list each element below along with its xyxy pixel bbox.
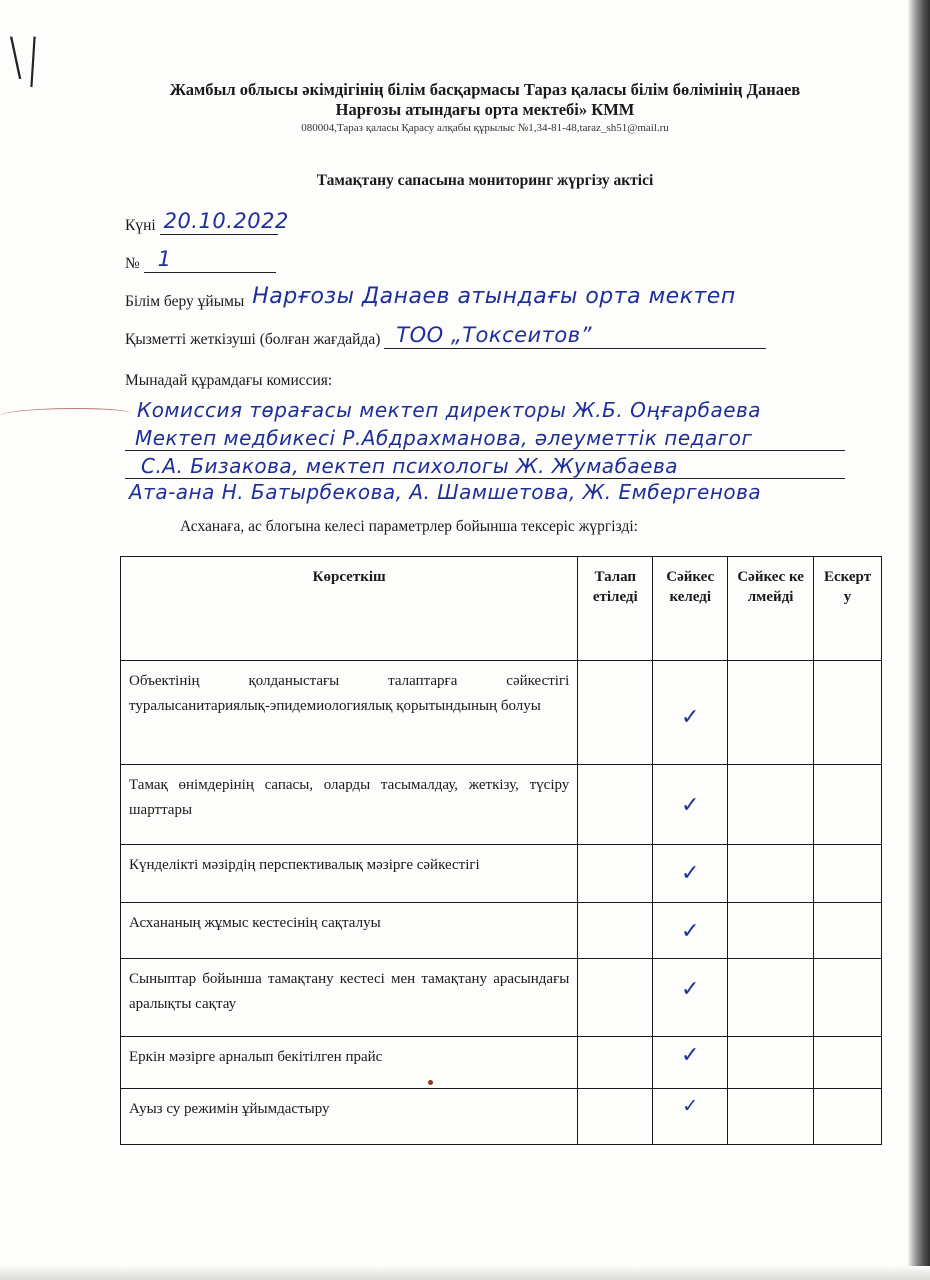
table-row (121, 845, 882, 903)
inspection-intro: Асханаға, ас блогына келесі параметрлер бойынша тексеріс жүргізді: (180, 518, 638, 535)
header-line-1: Жамбыл облысы әкімдігінің білім басқармасы Тараз қаласы білім бөлімінің Данаев (169, 80, 801, 99)
note-cell (814, 1089, 882, 1145)
commission-label: Мынадай құрамдағы комиссия: (125, 372, 333, 389)
institution-header (95, 80, 875, 120)
number-field (125, 248, 276, 273)
commission-line-3 (125, 456, 845, 479)
inspection-table (120, 556, 882, 1145)
noncompliant-cell (728, 959, 814, 1037)
provider-value: ТОО „Токсеитов” (396, 323, 593, 347)
indicator-cell: Еркін мәзірге арналып бекітілген прайс (121, 1037, 578, 1089)
table-row (121, 1089, 882, 1145)
table-header-row (121, 557, 882, 661)
number-value: 1 (157, 247, 172, 271)
indicator-cell: Сыныптар бойынша тамақтану кестесі мен тамақтану арасындағы аралықты сақтау (121, 959, 578, 1037)
table-row (121, 765, 882, 845)
commission-text-4: Ата-ана Н. Батырбекова, А. Шамшетова, Ж. Ембергенова (129, 480, 762, 504)
organization-field (125, 286, 808, 311)
required-cell (578, 765, 653, 845)
date-field (125, 209, 289, 235)
date-underline (160, 209, 289, 235)
compliant-cell (653, 1089, 728, 1145)
noncompliant-cell (728, 1037, 814, 1089)
page-edge-shadow (908, 0, 930, 1280)
note-cell (814, 903, 882, 959)
note-cell (814, 765, 882, 845)
indicator-cell: Объектінің қолданыстағы талаптарға сәйкестігі туралысанитариялық-эпидемиологиялық қорытындының болуы (121, 661, 578, 765)
provider-underline (384, 324, 766, 349)
indicator-cell: Асхананың жұмыс кестесінің сақталуы (121, 903, 578, 959)
required-cell (578, 1089, 653, 1145)
number-label: № (125, 255, 140, 272)
compliant-cell (653, 1037, 728, 1089)
indicator-cell: Ауыз су режимін ұйымдастыру (121, 1089, 578, 1145)
organization-value: Нарғозы Данаев атындағы орта мектеп (252, 284, 736, 309)
commission-text-2: Мектеп медбикесі Р.Абдрахманова, әлеуметтік педагог (135, 426, 753, 450)
check-mark: ✓ (681, 977, 700, 1002)
organization-label: Білім беру ұйымы (125, 293, 245, 310)
note-cell (814, 1037, 882, 1089)
document-title: Тамақтану сапасына мониторинг жүргізу актісі (316, 172, 654, 189)
compliant-cell (653, 845, 728, 903)
header-compliant: Сәйкес келеді (653, 557, 728, 661)
noncompliant-cell (728, 661, 814, 765)
required-cell (578, 845, 653, 903)
compliant-cell (653, 903, 728, 959)
handwritten-corner-mark: \| (6, 26, 45, 88)
table-row (121, 661, 882, 765)
required-cell (578, 959, 653, 1037)
noncompliant-cell (728, 903, 814, 959)
number-underline (144, 248, 276, 273)
date-label: Күні (125, 217, 156, 234)
note-cell (814, 661, 882, 765)
check-mark: ✓ (681, 793, 700, 818)
note-cell (814, 845, 882, 903)
required-cell (578, 661, 653, 765)
provider-label: Қызметті жеткізуші (болған жағдайда) (125, 331, 381, 348)
commission-text-3: С.А. Бизакова, мектеп психологы Ж. Жумабаева (141, 454, 678, 478)
date-value: 20.10.2022 (163, 209, 289, 233)
header-indicator: Көрсеткіш (121, 557, 578, 661)
required-cell (578, 1037, 653, 1089)
noncompliant-cell (728, 765, 814, 845)
compliant-cell (653, 661, 728, 765)
header-line-2: Нарғозы атындағы орта мектебі» КММ (335, 100, 635, 119)
header-required: Талап етіледі (578, 557, 653, 661)
header-note: Ескерту (814, 557, 882, 661)
noncompliant-cell (728, 845, 814, 903)
commission-line-4 (125, 482, 845, 505)
indicator-cell: Күнделікті мәзірдің перспективалық мәзірге сәйкестігі (121, 845, 578, 903)
stray-pen-mark (0, 408, 130, 421)
ink-speck (428, 1080, 433, 1085)
compliant-cell (653, 959, 728, 1037)
institution-address: 080004,Тараз қаласы Қарасу алқабы құрылыс №1,34-81-48,taraz_sh51@mail.ru (301, 122, 669, 134)
check-mark: ✓ (681, 919, 700, 944)
check-mark: ✓ (681, 705, 700, 730)
table-row (121, 903, 882, 959)
commission-line-2 (125, 428, 845, 451)
commission-text-1: Комиссия төрағасы мектеп директоры Ж.Б. Оңғарбаева (137, 398, 762, 422)
indicator-cell: Тамақ өнімдерінің сапасы, оларды тасымалдау, жеткізу, түсіру шарттары (121, 765, 578, 845)
check-mark: ✓ (681, 1043, 700, 1068)
page-bottom-edge (0, 1266, 930, 1280)
check-mark: ✓ (681, 861, 700, 886)
required-cell (578, 903, 653, 959)
provider-field (125, 324, 766, 349)
noncompliant-cell (728, 1089, 814, 1145)
note-cell (814, 959, 882, 1037)
table-row (121, 959, 882, 1037)
table-row (121, 1037, 882, 1089)
header-noncompliant: Сәйкес келмейді (728, 557, 814, 661)
check-mark: ✓ (682, 1095, 699, 1117)
commission-line-1 (125, 400, 845, 423)
compliant-cell (653, 765, 728, 845)
organization-underline (248, 286, 808, 311)
